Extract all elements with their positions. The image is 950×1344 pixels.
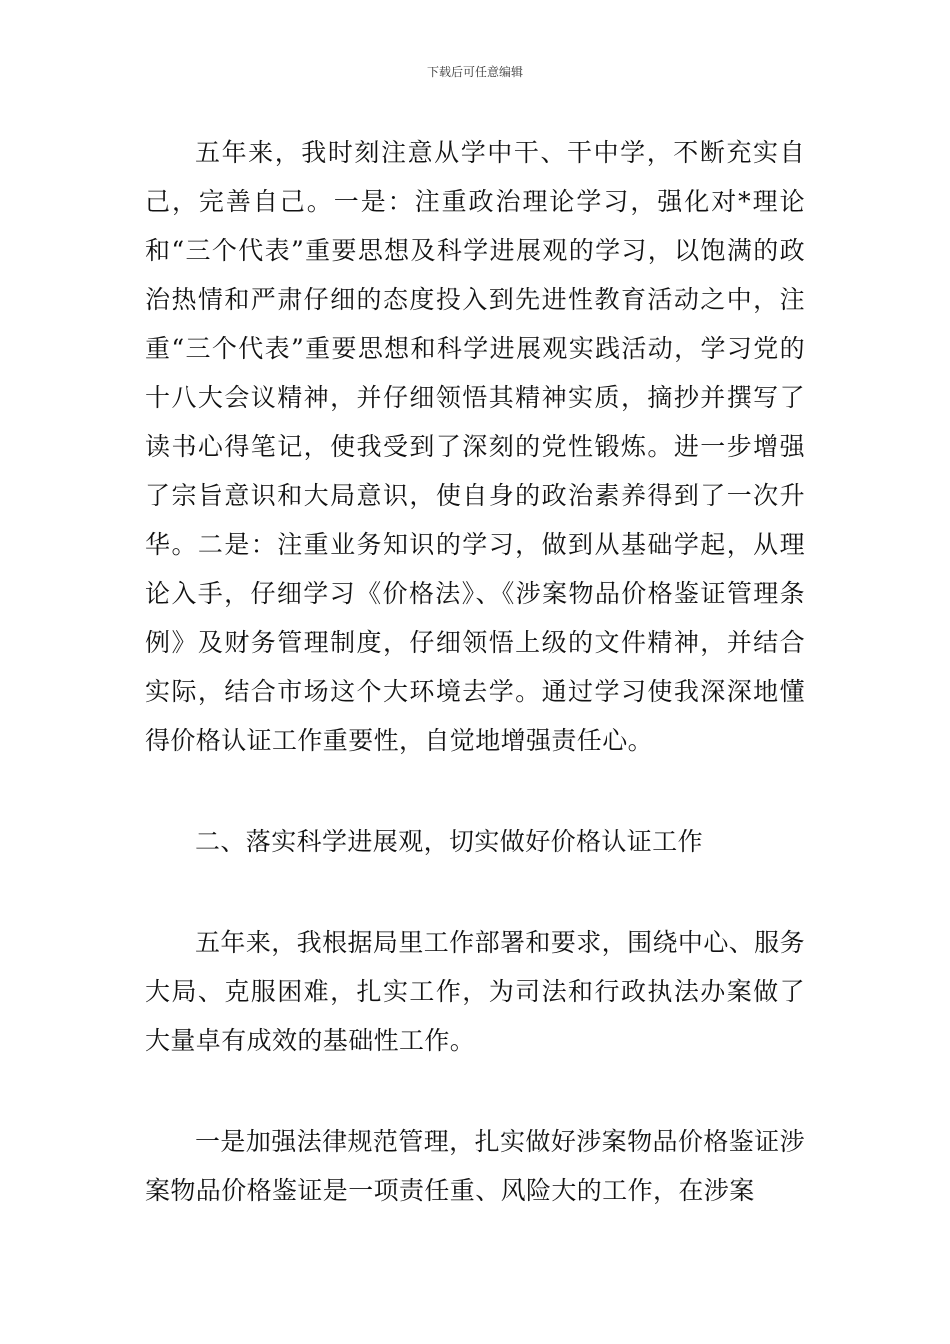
paragraph-legal-management: 一是加强法律规范管理，扎实做好涉案物品价格鉴证涉案物品价格鉴证是一项责任重、风险大的工作，在涉案 — [145, 1127, 805, 1205]
paragraph-study: 五年来，我时刻注意从学中干、干中学，不断充实自己，完善自己。一是：注重政治理论学习，强化对*理论和“三个代表”重要思想及科学进展观的学习，以饱满的政治热情和严肃仔细的态度投入到先进性教育活动之中，注重“三个代表”重要思想和科学进展观实践活动，学习党的十八大会议精神，并仔细领悟其精神实质，摘抄并撰写了读书心得笔记，使我受到了深刻的党性锻炼。进一步增强了宗旨意识和大局意识，使自身的政治素养得到了一次升华。二是：注重业务知识的学习，做到从基础学起，从理论入手，仔细学习《价格法》、《涉案物品价格鉴证管理条例》及财务管理制度，仔细领悟上级的文件精神，并结合实际，结合市场这个大环境去学。通过学习使我深深地懂得价格认证工作重要性，自觉地增强责任心。 — [145, 138, 805, 755]
paragraph-work-summary: 五年来，我根据局里工作部署和要求，围绕中心、服务大局、克服困难，扎实工作，为司法和行政执法办案做了大量卓有成效的基础性工作。 — [145, 928, 805, 1055]
section-heading-2: 二、落实科学进展观，切实做好价格认证工作 — [195, 827, 704, 856]
paragraph-spacer — [145, 1065, 805, 1117]
document-body — [145, 128, 805, 1215]
paragraph-spacer — [145, 866, 805, 918]
paragraph-spacer — [145, 765, 805, 817]
page-header-note: 下载后可任意编辑 — [426, 65, 523, 79]
